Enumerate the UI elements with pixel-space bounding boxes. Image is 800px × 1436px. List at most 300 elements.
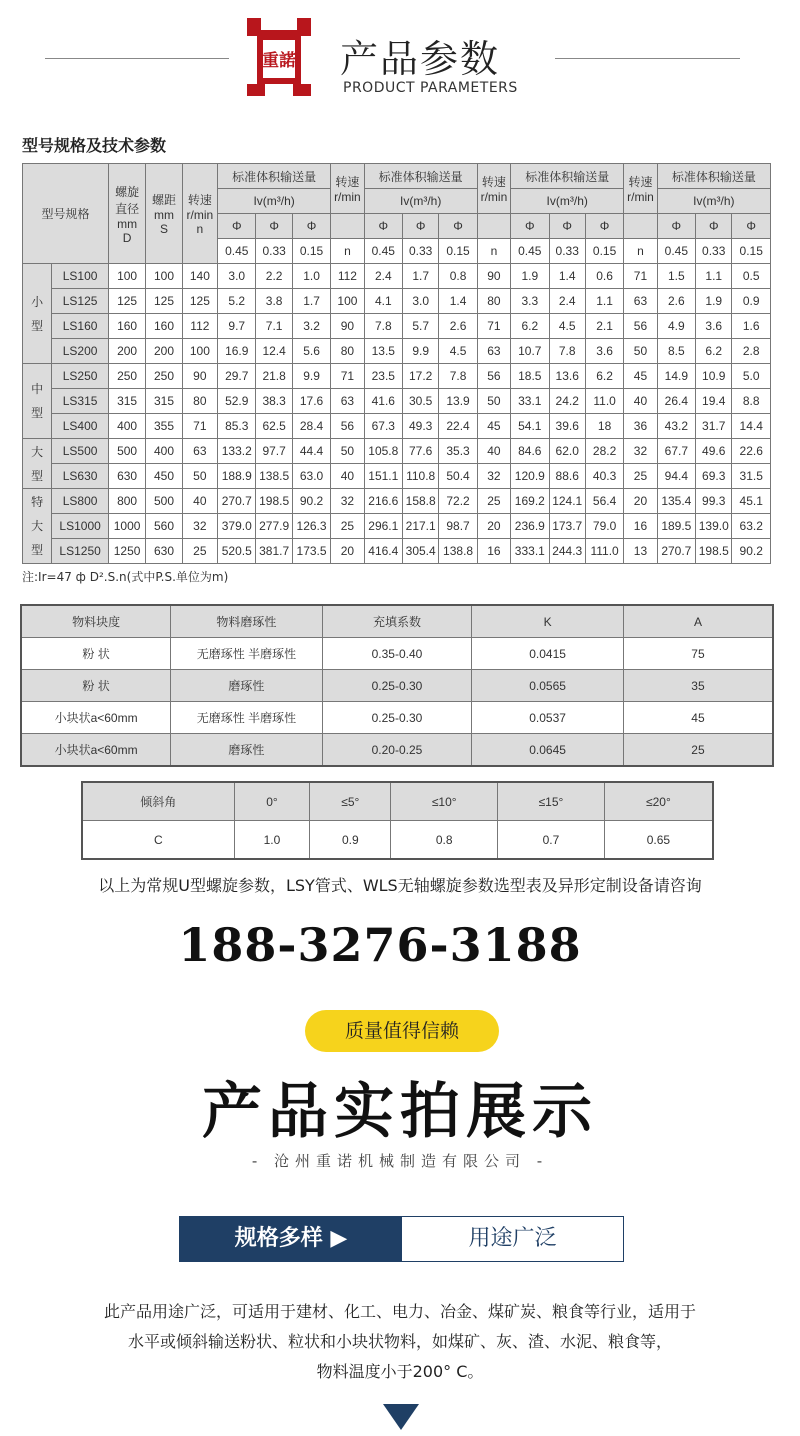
- logo-text: 重諾: [262, 51, 296, 71]
- spec-value-cell: 45: [477, 414, 510, 439]
- spec-value-cell: 1.7: [402, 264, 438, 289]
- iv-header: Iv(m³/h): [364, 189, 477, 214]
- spec-value-cell: 138.8: [439, 539, 477, 564]
- spec-value-cell: 800: [108, 489, 145, 514]
- spec-value-cell: 28.4: [292, 414, 330, 439]
- size-group-label: [23, 489, 52, 564]
- fill-coef-cell: 0.45: [364, 239, 402, 264]
- material-cell: 粉 状: [21, 670, 171, 702]
- size-group-char: 大: [31, 519, 44, 533]
- speed-header: 转速r/min: [624, 164, 657, 214]
- spec-value-cell: 17.6: [292, 389, 330, 414]
- spec-value-cell: 40: [331, 464, 364, 489]
- fill-coef-cell: 0.15: [585, 239, 623, 264]
- spec-value-cell: 20: [624, 489, 657, 514]
- spec-value-cell: 25: [624, 464, 657, 489]
- spec-value-cell: 5.7: [402, 314, 438, 339]
- spec-value-cell: 50.4: [439, 464, 477, 489]
- spec-row: [23, 514, 771, 539]
- spec-value-cell: 3.0: [218, 264, 256, 289]
- volume-header: 标准体积输送量: [364, 164, 477, 189]
- material-header-cell: 物料块度: [21, 605, 171, 638]
- spec-value-cell: 10.9: [696, 364, 732, 389]
- model-cell: LS800: [52, 489, 109, 514]
- incline-value-cell: 0.65: [604, 821, 713, 860]
- spec-value-cell: 4.5: [549, 314, 585, 339]
- spec-value-cell: 236.9: [511, 514, 549, 539]
- material-row: [21, 638, 773, 670]
- material-cell: 磨琢性: [171, 670, 323, 702]
- incline-value-cell: C: [82, 821, 234, 860]
- spec-value-cell: 56: [477, 364, 510, 389]
- spec-value-cell: 80: [477, 289, 510, 314]
- spec-value-cell: 49.6: [696, 439, 732, 464]
- spec-value-cell: 125: [108, 289, 145, 314]
- spec-value-cell: 189.5: [657, 514, 695, 539]
- spec-value-cell: 1.0: [292, 264, 330, 289]
- spec-value-cell: 400: [108, 414, 145, 439]
- speed-blank-cell: [624, 214, 657, 239]
- spec-value-cell: 217.1: [402, 514, 438, 539]
- spec-value-cell: 14.9: [657, 364, 695, 389]
- spec-value-cell: 7.8: [549, 339, 585, 364]
- speed-header: 转速r/min: [477, 164, 510, 214]
- phone-number: 188-3276-3188: [178, 918, 582, 972]
- spec-value-cell: 333.1: [511, 539, 549, 564]
- phi-cell: Φ: [549, 214, 585, 239]
- spec-value-cell: 4.5: [439, 339, 477, 364]
- material-cell: 45: [623, 702, 773, 734]
- spec-value-cell: 71: [477, 314, 510, 339]
- quality-badge: 质量值得信赖: [305, 1010, 499, 1052]
- description: [20, 1297, 780, 1387]
- spec-value-cell: 36: [624, 414, 657, 439]
- fill-coef-cell: 0.33: [256, 239, 292, 264]
- spec-value-cell: 2.8: [732, 339, 771, 364]
- spec-value-cell: 381.7: [256, 539, 292, 564]
- spec-value-cell: 25: [331, 514, 364, 539]
- spec-value-cell: 1.9: [511, 264, 549, 289]
- spec-value-cell: 90.2: [292, 489, 330, 514]
- material-cell: 75: [623, 638, 773, 670]
- spec-value-cell: 49.3: [402, 414, 438, 439]
- spec-value-cell: 80: [182, 389, 217, 414]
- material-cell: 35: [623, 670, 773, 702]
- speed-header: 转速r/min: [331, 164, 364, 214]
- spec-value-cell: 10.7: [511, 339, 549, 364]
- model-cell: LS100: [52, 264, 109, 289]
- tab-usage[interactable]: 用途广泛: [468, 1226, 557, 1251]
- spec-value-cell: 22.6: [732, 439, 771, 464]
- spec-row: [23, 314, 771, 339]
- spec-value-cell: 97.7: [256, 439, 292, 464]
- material-cell: 0.0537: [472, 702, 624, 734]
- incline-value-cell: 0.7: [498, 821, 605, 860]
- spec-row: [23, 364, 771, 389]
- phi-cell: Φ: [696, 214, 732, 239]
- page-subtitle: PRODUCT PARAMETERS: [343, 80, 518, 96]
- spec-value-cell: 124.1: [549, 489, 585, 514]
- iv-header: Iv(m³/h): [218, 189, 331, 214]
- spec-value-cell: 13.6: [549, 364, 585, 389]
- spec-value-cell: 40: [477, 439, 510, 464]
- material-cell: 0.35-0.40: [322, 638, 472, 670]
- material-row: [21, 734, 773, 767]
- spec-row: [23, 389, 771, 414]
- page-header: [0, 0, 800, 120]
- speed-blank-cell: [331, 214, 364, 239]
- header-right-rule: [555, 58, 740, 59]
- spec-value-cell: 90.2: [732, 539, 771, 564]
- page-title: 产品参数: [340, 37, 501, 81]
- spec-value-cell: 1.5: [657, 264, 695, 289]
- incline-value-cell: 1.0: [234, 821, 310, 860]
- speed-n-cell: n: [477, 239, 510, 264]
- size-group-char: 型: [31, 468, 44, 483]
- company-name: - 沧州重诺机械制造有限公司 -: [251, 1152, 549, 1170]
- spec-row: [23, 439, 771, 464]
- spec-value-cell: 11.0: [585, 389, 623, 414]
- spec-value-cell: 90: [477, 264, 510, 289]
- spec-value-cell: 31.5: [732, 464, 771, 489]
- size-group-char: 型: [31, 406, 44, 420]
- spec-value-cell: 28.2: [585, 439, 623, 464]
- material-cell: 0.20-0.25: [322, 734, 472, 767]
- header-left-rule: [45, 58, 229, 59]
- phi-cell: Φ: [402, 214, 438, 239]
- spec-value-cell: 94.4: [657, 464, 695, 489]
- spec-value-cell: 90: [182, 364, 217, 389]
- spec-value-cell: 2.4: [549, 289, 585, 314]
- spec-value-cell: 35.3: [439, 439, 477, 464]
- model-cell: LS315: [52, 389, 109, 414]
- fill-coef-cell: 0.33: [549, 239, 585, 264]
- spec-value-cell: 450: [146, 464, 182, 489]
- spec-value-cell: 5.0: [732, 364, 771, 389]
- size-group-char: 大: [31, 444, 44, 459]
- spec-value-cell: 32: [477, 464, 510, 489]
- material-cell: 无磨琢性 半磨琢性: [171, 702, 323, 734]
- spec-value-cell: 0.8: [439, 264, 477, 289]
- spec-value-cell: 100: [331, 289, 364, 314]
- spec-value-cell: 3.3: [511, 289, 549, 314]
- spec-value-cell: 4.1: [364, 289, 402, 314]
- spec-value-cell: 120.9: [511, 464, 549, 489]
- spec-value-cell: 40.3: [585, 464, 623, 489]
- spec-value-cell: 63: [182, 439, 217, 464]
- size-group-char: 中: [31, 382, 44, 396]
- model-cell: LS200: [52, 339, 109, 364]
- consult-text: 以上为常规U型螺旋参数，LSY管式、WLS无轴螺旋参数选型表及异形定制设备请咨询: [98, 876, 702, 895]
- spec-value-cell: 25: [477, 489, 510, 514]
- material-cell: 小块状a<60mm: [21, 702, 171, 734]
- spec-value-cell: 39.6: [549, 414, 585, 439]
- spec-value-cell: 88.6: [549, 464, 585, 489]
- spec-table: [22, 163, 771, 564]
- fill-coef-cell: 0.45: [511, 239, 549, 264]
- spec-value-cell: 5.6: [292, 339, 330, 364]
- scroll-down-icon: [383, 1404, 419, 1430]
- incline-angle-cell: ≤5°: [310, 782, 391, 821]
- spec-value-cell: 560: [146, 514, 182, 539]
- spec-value-cell: 6.2: [585, 364, 623, 389]
- incline-table: [81, 781, 714, 860]
- spec-value-cell: 72.2: [439, 489, 477, 514]
- spec-value-cell: 3.0: [402, 289, 438, 314]
- spec-row: [23, 339, 771, 364]
- col-model-header: 型号规格: [23, 164, 109, 264]
- spec-value-cell: 200: [146, 339, 182, 364]
- description-line: 此产品用途广泛，可适用于建材、化工、电力、冶金、煤矿炭、粮食等行业，适用于: [103, 1302, 696, 1321]
- spec-value-cell: 56: [624, 314, 657, 339]
- spec-value-cell: 54.1: [511, 414, 549, 439]
- spec-value-cell: 71: [182, 414, 217, 439]
- spec-value-cell: 6.2: [696, 339, 732, 364]
- material-header-cell: 充填系数: [322, 605, 472, 638]
- phi-cell: Φ: [439, 214, 477, 239]
- spec-value-cell: 50: [331, 439, 364, 464]
- spec-value-cell: 125: [146, 289, 182, 314]
- model-cell: LS400: [52, 414, 109, 439]
- spec-value-cell: 29.7: [218, 364, 256, 389]
- material-cell: 0.25-0.30: [322, 670, 472, 702]
- spec-value-cell: 0.9: [732, 289, 771, 314]
- spec-value-cell: 30.5: [402, 389, 438, 414]
- spec-value-cell: 22.4: [439, 414, 477, 439]
- fill-coef-cell: 0.33: [696, 239, 732, 264]
- spec-value-cell: 16: [624, 514, 657, 539]
- spec-value-cell: 188.9: [218, 464, 256, 489]
- size-group-char: 小: [31, 294, 44, 309]
- model-cell: LS160: [52, 314, 109, 339]
- spec-value-cell: 135.4: [657, 489, 695, 514]
- spec-value-cell: 1.6: [732, 314, 771, 339]
- spec-value-cell: 9.9: [292, 364, 330, 389]
- spec-value-cell: 12.4: [256, 339, 292, 364]
- material-row: [21, 702, 773, 734]
- spec-value-cell: 133.2: [218, 439, 256, 464]
- size-group-char: 型: [31, 543, 44, 557]
- spec-value-cell: 16: [477, 539, 510, 564]
- material-header-cell: K: [472, 605, 624, 638]
- spec-value-cell: 296.1: [364, 514, 402, 539]
- spec-value-cell: 4.9: [657, 314, 695, 339]
- spec-value-cell: 2.1: [585, 314, 623, 339]
- spec-value-cell: 1.1: [696, 264, 732, 289]
- spec-row: [23, 414, 771, 439]
- col-speed-header: 转速 r/min n: [182, 164, 217, 264]
- fill-coef-cell: 0.33: [402, 239, 438, 264]
- incline-angle-cell: 倾斜角: [82, 782, 234, 821]
- spec-value-cell: 84.6: [511, 439, 549, 464]
- spec-value-cell: 315: [108, 389, 145, 414]
- spec-value-cell: 56: [331, 414, 364, 439]
- spec-value-cell: 305.4: [402, 539, 438, 564]
- spec-value-cell: 13.9: [439, 389, 477, 414]
- phi-cell: Φ: [585, 214, 623, 239]
- incline-angle-row: [82, 782, 713, 821]
- spec-value-cell: 17.2: [402, 364, 438, 389]
- spec-row: [23, 264, 771, 289]
- spec-value-cell: 13: [624, 539, 657, 564]
- spec-value-cell: 62.5: [256, 414, 292, 439]
- spec-value-cell: 9.9: [402, 339, 438, 364]
- spec-value-cell: 16.9: [218, 339, 256, 364]
- spec-value-cell: 32: [182, 514, 217, 539]
- size-group-label: [23, 364, 52, 439]
- volume-header: 标准体积输送量: [657, 164, 770, 189]
- spec-value-cell: 169.2: [511, 489, 549, 514]
- spec-value-cell: 71: [624, 264, 657, 289]
- spec-value-cell: 79.0: [585, 514, 623, 539]
- spec-value-cell: 140: [182, 264, 217, 289]
- spec-value-cell: 111.0: [585, 539, 623, 564]
- spec-value-cell: 198.5: [256, 489, 292, 514]
- spec-value-cell: 32: [331, 489, 364, 514]
- spec-value-cell: 43.2: [657, 414, 695, 439]
- spec-value-cell: 9.7: [218, 314, 256, 339]
- spec-value-cell: 198.5: [696, 539, 732, 564]
- spec-value-cell: 151.1: [364, 464, 402, 489]
- formula-note: 注:Ir=47 ф D².S.n(式中P.S.单位为m): [22, 570, 229, 584]
- spec-value-cell: 2.6: [439, 314, 477, 339]
- material-table: [20, 604, 774, 767]
- brand-logo: [243, 14, 315, 100]
- spec-value-cell: 173.7: [549, 514, 585, 539]
- spec-value-cell: 25: [182, 539, 217, 564]
- spec-value-cell: 18.5: [511, 364, 549, 389]
- spec-value-cell: 500: [108, 439, 145, 464]
- spec-value-cell: 99.3: [696, 489, 732, 514]
- phi-cell: Φ: [218, 214, 256, 239]
- tab-variety[interactable]: 规格多样 ▶: [180, 1217, 402, 1261]
- spec-value-cell: 26.4: [657, 389, 695, 414]
- spec-value-cell: 112: [331, 264, 364, 289]
- spec-value-cell: 160: [146, 314, 182, 339]
- col-pitch-header: 螺距 mm S: [146, 164, 182, 264]
- spec-value-cell: 50: [182, 464, 217, 489]
- spec-value-cell: 416.4: [364, 539, 402, 564]
- spec-value-cell: 44.4: [292, 439, 330, 464]
- spec-value-cell: 38.3: [256, 389, 292, 414]
- material-header-cell: 物料磨琢性: [171, 605, 323, 638]
- spec-value-cell: 5.2: [218, 289, 256, 314]
- spec-value-cell: 277.9: [256, 514, 292, 539]
- spec-value-cell: 400: [146, 439, 182, 464]
- spec-value-cell: 139.0: [696, 514, 732, 539]
- spec-value-cell: 3.8: [256, 289, 292, 314]
- spec-value-cell: 0.5: [732, 264, 771, 289]
- spec-value-cell: 13.5: [364, 339, 402, 364]
- spec-value-cell: 2.6: [657, 289, 695, 314]
- spec-value-cell: 23.5: [364, 364, 402, 389]
- spec-value-cell: 1.7: [292, 289, 330, 314]
- spec-value-cell: 630: [146, 539, 182, 564]
- spec-value-cell: 56.4: [585, 489, 623, 514]
- spec-value-cell: 1.9: [696, 289, 732, 314]
- spec-value-cell: 3.6: [585, 339, 623, 364]
- spec-value-cell: 110.8: [402, 464, 438, 489]
- material-header-cell: A: [623, 605, 773, 638]
- size-group-label: [23, 439, 52, 489]
- size-group-char: 型: [31, 318, 44, 333]
- phi-cell: Φ: [657, 214, 695, 239]
- speed-n-cell: n: [624, 239, 657, 264]
- spec-value-cell: 6.2: [511, 314, 549, 339]
- spec-value-cell: 77.6: [402, 439, 438, 464]
- model-cell: LS1250: [52, 539, 109, 564]
- fill-coef-cell: 0.45: [218, 239, 256, 264]
- spec-value-cell: 63.0: [292, 464, 330, 489]
- spec-row: [23, 464, 771, 489]
- spec-value-cell: 216.6: [364, 489, 402, 514]
- size-group-label: [23, 264, 52, 364]
- spec-value-cell: 158.8: [402, 489, 438, 514]
- spec-value-cell: 112: [182, 314, 217, 339]
- spec-value-cell: 315: [146, 389, 182, 414]
- spec-value-cell: 41.6: [364, 389, 402, 414]
- description-line: 物料温度小于200° C。: [316, 1362, 484, 1381]
- spec-value-cell: 40: [182, 489, 217, 514]
- spec-value-cell: 52.9: [218, 389, 256, 414]
- spec-value-cell: 520.5: [218, 539, 256, 564]
- fill-coef-cell: 0.15: [292, 239, 330, 264]
- fill-coef-cell: 0.15: [439, 239, 477, 264]
- spec-value-cell: 270.7: [657, 539, 695, 564]
- spec-value-cell: 8.5: [657, 339, 695, 364]
- section-title: 型号规格及技术参数: [22, 136, 167, 155]
- spec-value-cell: 250: [108, 364, 145, 389]
- spec-value-cell: 2.2: [256, 264, 292, 289]
- iv-header: Iv(m³/h): [511, 189, 624, 214]
- material-row: [21, 670, 773, 702]
- spec-value-cell: 100: [146, 264, 182, 289]
- spec-value-cell: 2.4: [364, 264, 402, 289]
- incline-angle-cell: ≤15°: [498, 782, 605, 821]
- spec-value-cell: 40: [624, 389, 657, 414]
- material-cell: 0.0415: [472, 638, 624, 670]
- spec-value-cell: 3.2: [292, 314, 330, 339]
- description-line: 水平或倾斜输送粉状、粒状和小块状物料，如煤矿、灰、渣、水泥、粮食等，: [127, 1332, 672, 1351]
- spec-value-cell: 80: [331, 339, 364, 364]
- model-cell: LS1000: [52, 514, 109, 539]
- phi-cell: Φ: [292, 214, 330, 239]
- spec-value-cell: 14.4: [732, 414, 771, 439]
- phi-cell: Φ: [732, 214, 771, 239]
- spec-value-cell: 50: [624, 339, 657, 364]
- material-cell: 粉 状: [21, 638, 171, 670]
- spec-value-cell: 105.8: [364, 439, 402, 464]
- spec-value-cell: 379.0: [218, 514, 256, 539]
- spec-value-cell: 125: [182, 289, 217, 314]
- spec-value-cell: 69.3: [696, 464, 732, 489]
- spec-value-cell: 18: [585, 414, 623, 439]
- spec-value-cell: 1250: [108, 539, 145, 564]
- spec-value-cell: 32: [624, 439, 657, 464]
- phi-cell: Φ: [364, 214, 402, 239]
- material-cell: 0.0645: [472, 734, 624, 767]
- incline-angle-cell: ≤10°: [391, 782, 498, 821]
- material-cell: 25: [623, 734, 773, 767]
- spec-value-cell: 63: [331, 389, 364, 414]
- spec-value-cell: 63: [624, 289, 657, 314]
- incline-value-cell: 0.9: [310, 821, 391, 860]
- spec-value-cell: 0.6: [585, 264, 623, 289]
- volume-header: 标准体积输送量: [218, 164, 331, 189]
- phi-cell: Φ: [511, 214, 549, 239]
- spec-value-cell: 31.7: [696, 414, 732, 439]
- spec-value-cell: 20: [477, 514, 510, 539]
